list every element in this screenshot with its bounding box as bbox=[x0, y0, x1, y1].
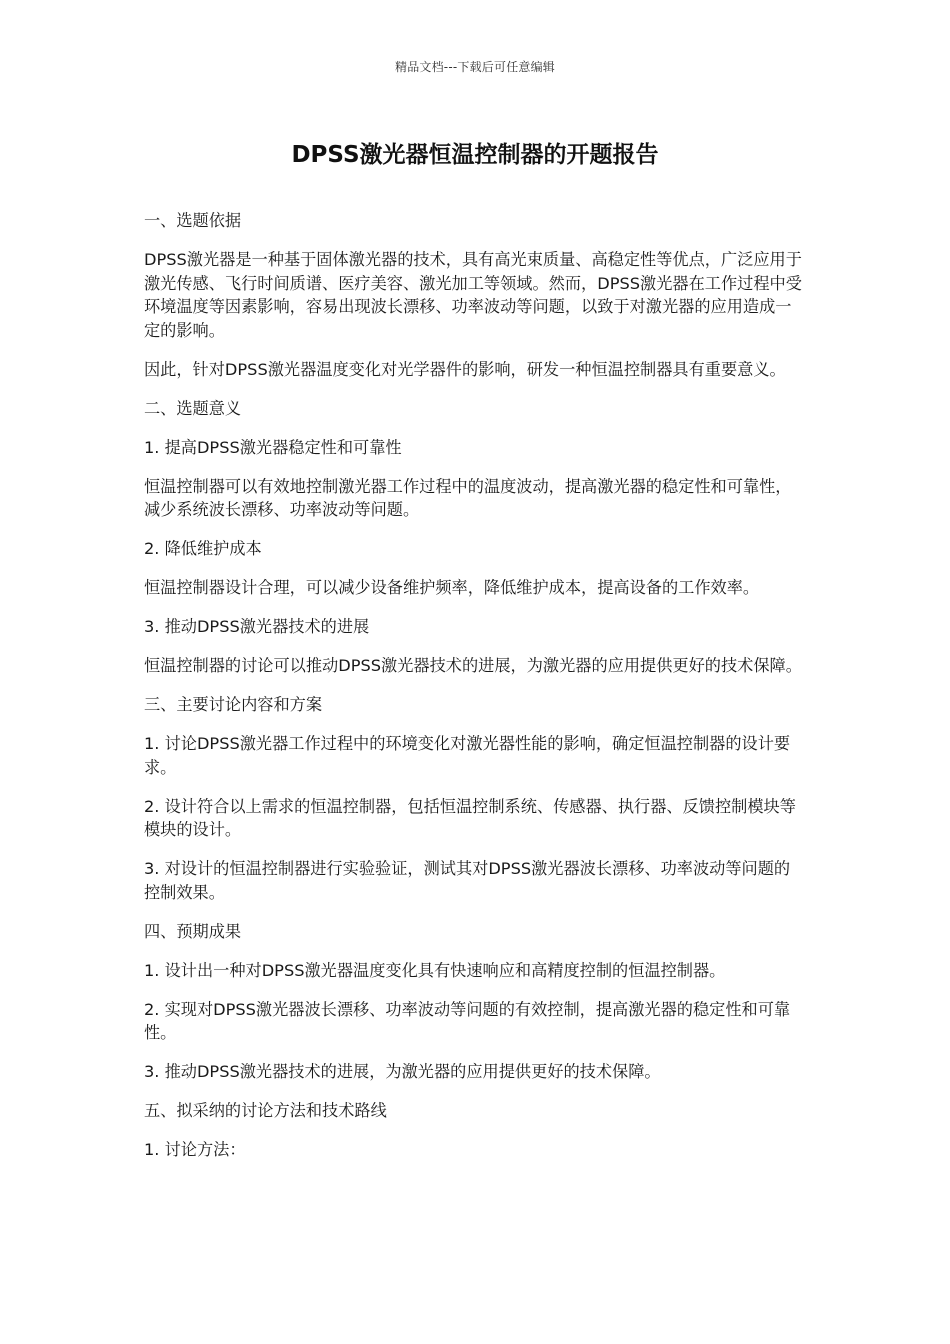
paragraph: 恒温控制器可以有效地控制激光器工作过程中的温度波动，提高激光器的稳定性和可靠性，减少系统波长漂移、功率波动等问题。 bbox=[144, 476, 792, 519]
section-heading-significance: 二、选题意义 bbox=[144, 398, 242, 418]
header-note: 精品文档---下载后可任意编辑 bbox=[395, 60, 555, 74]
list-item: 1. 设计出一种对DPSS激光器温度变化具有快速响应和高精度控制的恒温控制器。 bbox=[144, 960, 726, 980]
list-item: 2. 实现对DPSS激光器波长漂移、功率波动等问题的有效控制，提高激光器的稳定性和可靠性。 bbox=[144, 999, 791, 1042]
section-heading-methods: 五、拟采纳的讨论方法和技术路线 bbox=[144, 1101, 387, 1120]
list-item: 3. 对设计的恒温控制器进行实验验证，测试其对DPSS激光器波长漂移、功率波动等问题的控制效果。 bbox=[144, 859, 791, 902]
list-item: 2. 降低维护成本 bbox=[144, 539, 262, 558]
document-title: DPSS激光器恒温控制器的开题报告 bbox=[291, 142, 659, 168]
list-item: 1. 提高DPSS激光器稳定性和可靠性 bbox=[144, 437, 402, 457]
list-item: 1. 讨论DPSS激光器工作过程中的环境变化对激光器性能的影响，确定恒温控制器的设计要求。 bbox=[144, 734, 791, 777]
list-item: 3. 推动DPSS激光器技术的进展，为激光器的应用提供更好的技术保障。 bbox=[144, 1062, 661, 1081]
list-item: 1. 讨论方法： bbox=[144, 1140, 246, 1159]
section-heading-basis: 一、选题依据 bbox=[144, 211, 242, 230]
document-body bbox=[144, 209, 804, 1177]
list-item: 3. 推动DPSS激光器技术的进展 bbox=[144, 617, 370, 636]
section-heading-content: 三、主要讨论内容和方案 bbox=[144, 695, 323, 714]
paragraph: 恒温控制器的讨论可以推动DPSS激光器技术的进展，为激光器的应用提供更好的技术保障。 bbox=[144, 656, 802, 675]
paragraph: 恒温控制器设计合理，可以减少设备维护频率，降低维护成本，提高设备的工作效率。 bbox=[144, 578, 760, 597]
list-item: 2. 设计符合以上需求的恒温控制器，包括恒温控制系统、传感器、执行器、反馈控制模块等模块的设计。 bbox=[144, 796, 796, 839]
paragraph: 因此，针对DPSS激光器温度变化对光学器件的影响，研发一种恒温控制器具有重要意义。 bbox=[144, 359, 786, 379]
paragraph: DPSS激光器是一种基于固体激光器的技术，具有高光束质量、高稳定性等优点，广泛应用于激光传感、飞行时间质谱、医疗美容、激光加工等领域。然而，DPSS激光器在工作过程中受环境温度等因素影响，容易出现波长漂移、功率波动等问题，以致于对激光器的应用造成一定的影响。 bbox=[144, 250, 802, 340]
section-heading-outcomes: 四、预期成果 bbox=[144, 921, 242, 941]
